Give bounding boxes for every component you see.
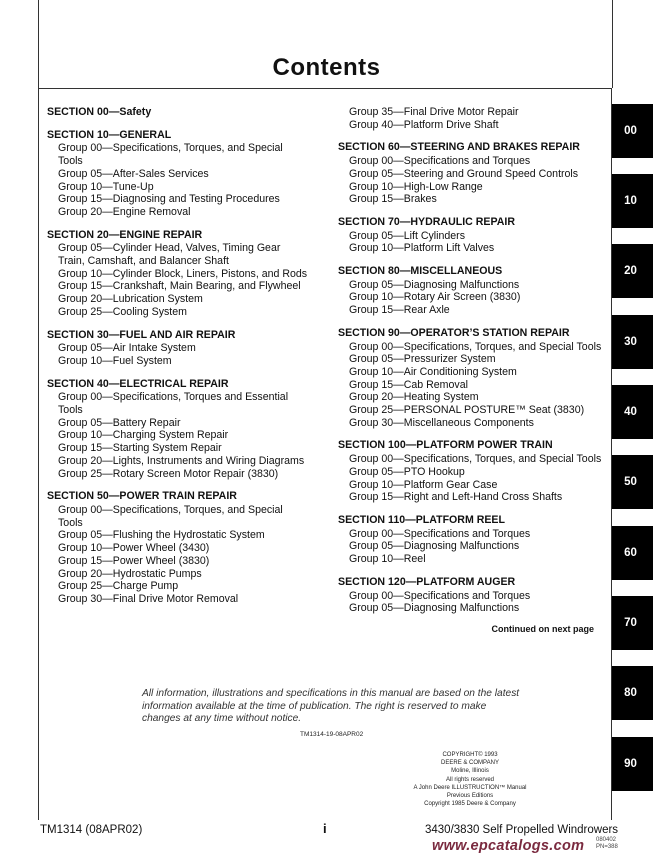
section-tab-20[interactable]: 20 — [612, 244, 653, 298]
section-tab-40[interactable]: 40 — [612, 385, 653, 439]
section-tab-10[interactable]: 10 — [612, 174, 653, 228]
group-entry[interactable]: Group 35—Final Drive Motor Repair — [349, 106, 519, 118]
copyright-line: A John Deere ILLUSTRUCTION™ Manual — [413, 784, 527, 791]
group-entry[interactable]: Group 25—PERSONAL POSTURE™ Seat (3830) — [349, 404, 585, 417]
group-entry[interactable]: Group 20—Heating System — [349, 391, 479, 404]
copyright-line: Moline, Illinois — [451, 768, 489, 775]
copyright-line: All rights reserved — [445, 776, 495, 783]
group-entry[interactable]: Group 05—PTO Hookup — [349, 465, 465, 478]
group-entry[interactable]: Group 30—Miscellaneous Components — [349, 416, 534, 429]
group-entry[interactable]: Group 25—Cooling System — [58, 305, 187, 318]
section-heading[interactable]: SECTION 40—ELECTRICAL REPAIR — [47, 377, 229, 390]
group-entry[interactable]: Group 10—Charging System Repair — [58, 429, 229, 442]
group-entry[interactable]: Group 00—Specifications and Torques — [349, 527, 531, 540]
group-entry[interactable]: Group 05—Lift Cylinders — [349, 229, 465, 242]
group-entry[interactable]: Group 05—Battery Repair — [58, 416, 181, 429]
section-tab-00[interactable]: 00 — [612, 104, 653, 158]
page-code-bottom: PN=388 — [596, 844, 618, 850]
section-heading[interactable]: SECTION 90—OPERATOR’S STATION REPAIR — [338, 326, 570, 339]
group-entry[interactable]: Group 20—Lubrication System — [58, 293, 203, 306]
footer-page-number: i — [323, 821, 327, 836]
section-heading[interactable]: SECTION 70—HYDRAULIC REPAIR — [338, 215, 515, 228]
group-entry[interactable]: Group 10—Power Wheel (3430) — [58, 542, 210, 555]
group-entry[interactable]: Group 00—Specifications, Torques, and Special Tools — [349, 340, 602, 353]
copyright-line: COPYRIGHT© 1993 — [442, 752, 498, 758]
group-entry[interactable]: Group 10—Cylinder Block, Liners, Pistons, and Rods — [58, 267, 308, 280]
section-tab-50[interactable]: 50 — [612, 455, 653, 509]
left-column — [47, 106, 309, 606]
section-tab-60[interactable]: 60 — [612, 526, 653, 580]
section-heading[interactable]: SECTION 00—Safety — [47, 106, 152, 118]
section-tab-70[interactable]: 70 — [612, 596, 653, 650]
group-entry[interactable]: Group 00—Specifications and Torques — [349, 589, 531, 602]
section-tab-80[interactable]: 80 — [612, 666, 653, 720]
watermark: www.epcatalogs.com — [432, 838, 585, 854]
group-entry[interactable]: Group 15—Starting System Repair — [58, 442, 222, 455]
group-entry[interactable]: Group 20—Lights, Instruments and Wiring Diagrams — [58, 454, 305, 467]
section-heading[interactable]: SECTION 10—GENERAL — [47, 128, 172, 141]
group-entry[interactable]: Group 05—Pressurizer System — [349, 353, 496, 366]
page-code — [596, 837, 618, 851]
copyright-line: Previous Editions — [446, 793, 494, 800]
right-column — [338, 106, 606, 636]
section-heading[interactable]: SECTION 20—ENGINE REPAIR — [47, 228, 203, 241]
document-code: TM1314-19-08APR02 — [300, 731, 364, 738]
section-heading[interactable]: SECTION 80—MISCELLANEOUS — [338, 265, 503, 278]
copyright-line: DEERE & COMPANY — [441, 760, 499, 767]
group-entry[interactable]: Group 05—Air Intake System — [58, 342, 196, 355]
section-heading[interactable]: SECTION 30—FUEL AND AIR REPAIR — [47, 328, 236, 341]
group-entry[interactable]: Group 10—Air Conditioning System — [349, 365, 517, 378]
group-entry[interactable]: Group 15—Cab Removal — [349, 378, 468, 391]
disclaimer-text: All information, illustrations and specifications in this manual are based on the latest information available at the time of publication. The right is reserved to make changes at any time without notice. — [142, 688, 520, 725]
group-entry[interactable]: Group 15—Power Wheel (3830) — [58, 554, 210, 567]
group-entry[interactable]: Group 10—Reel — [349, 553, 426, 566]
group-entry[interactable]: Group 05—After-Sales Services — [58, 167, 209, 180]
section-heading[interactable]: SECTION 120—PLATFORM AUGER — [338, 575, 516, 588]
continued-note: Continued on next page — [491, 623, 594, 634]
group-entry[interactable]: Group 05—Diagnosing Malfunctions — [349, 602, 520, 615]
group-entry[interactable]: Group 20—Hydrostatic Pumps — [58, 567, 202, 580]
group-entry[interactable]: Group 05—Cylinder Head, Valves, Timing Gear Train, Camshaft, and Balancer Shaft — [58, 242, 281, 268]
group-entry[interactable]: Group 40—Platform Drive Shaft — [349, 118, 499, 131]
footer-manual-title: 3430/3830 Self Propelled Windrowers — [425, 824, 619, 836]
group-entry[interactable]: Group 15—Diagnosing and Testing Procedures — [58, 193, 280, 206]
group-entry[interactable]: Group 05—Diagnosing Malfunctions — [349, 540, 520, 553]
group-entry[interactable]: Group 00—Specifications, Torques, and Special Tools — [58, 503, 283, 529]
section-heading[interactable]: SECTION 60—STEERING AND BRAKES REPAIR — [338, 141, 580, 154]
group-entry[interactable]: Group 10—Rotary Air Screen (3830) — [349, 291, 521, 304]
group-entry[interactable]: Group 15—Brakes — [349, 193, 437, 206]
group-entry[interactable]: Group 15—Crankshaft, Main Bearing, and Flywheel — [58, 280, 301, 293]
group-entry[interactable]: Group 00—Specifications and Torques — [349, 155, 531, 168]
section-heading[interactable]: SECTION 110—PLATFORM REEL — [338, 513, 505, 526]
group-entry[interactable]: Group 15—Right and Left-Hand Cross Shafts — [349, 491, 563, 504]
group-entry[interactable]: Group 10—Fuel System — [58, 354, 172, 367]
copyright-block — [395, 751, 545, 808]
section-tab-90[interactable]: 90 — [612, 737, 653, 791]
page-code-top: 080402 — [596, 837, 617, 843]
group-entry[interactable]: Group 15—Rear Axle — [349, 304, 450, 317]
section-tab-30[interactable]: 30 — [612, 315, 653, 369]
footer-manual-id: TM1314 (08APR02) — [40, 824, 143, 836]
group-entry[interactable]: Group 10—Platform Lift Valves — [349, 242, 495, 255]
group-entry[interactable]: Group 25—Charge Pump — [58, 580, 179, 593]
group-entry[interactable]: Group 10—Tune-Up — [58, 180, 154, 193]
group-entry[interactable]: Group 05—Flushing the Hydrostatic System — [58, 529, 265, 542]
group-entry[interactable]: Group 00—Specifications, Torques, and Special Tools — [58, 142, 283, 168]
group-entry[interactable]: Group 05—Diagnosing Malfunctions — [349, 278, 520, 291]
page-title: Contents — [272, 54, 381, 81]
group-entry[interactable]: Group 30—Final Drive Motor Removal — [58, 592, 239, 605]
copyright-line: Copyright 1985 Deere & Company — [424, 801, 516, 808]
group-entry[interactable]: Group 00—Specifications, Torques, and Special Tools — [349, 453, 602, 466]
group-entry[interactable]: Group 25—Rotary Screen Motor Repair (3830) — [58, 467, 279, 480]
group-entry[interactable]: Group 10—High-Low Range — [349, 180, 483, 193]
group-entry[interactable]: Group 00—Specifications, Torques and Essential Tools — [58, 391, 289, 417]
group-entry[interactable]: Group 10—Platform Gear Case — [349, 478, 498, 491]
section-tabs — [612, 104, 653, 810]
group-entry[interactable]: Group 20—Engine Removal — [58, 205, 191, 218]
group-entry[interactable]: Group 05—Steering and Ground Speed Controls — [349, 167, 579, 180]
section-heading[interactable]: SECTION 100—PLATFORM POWER TRAIN — [338, 439, 553, 452]
section-heading[interactable]: SECTION 50—POWER TRAIN REPAIR — [47, 490, 237, 503]
